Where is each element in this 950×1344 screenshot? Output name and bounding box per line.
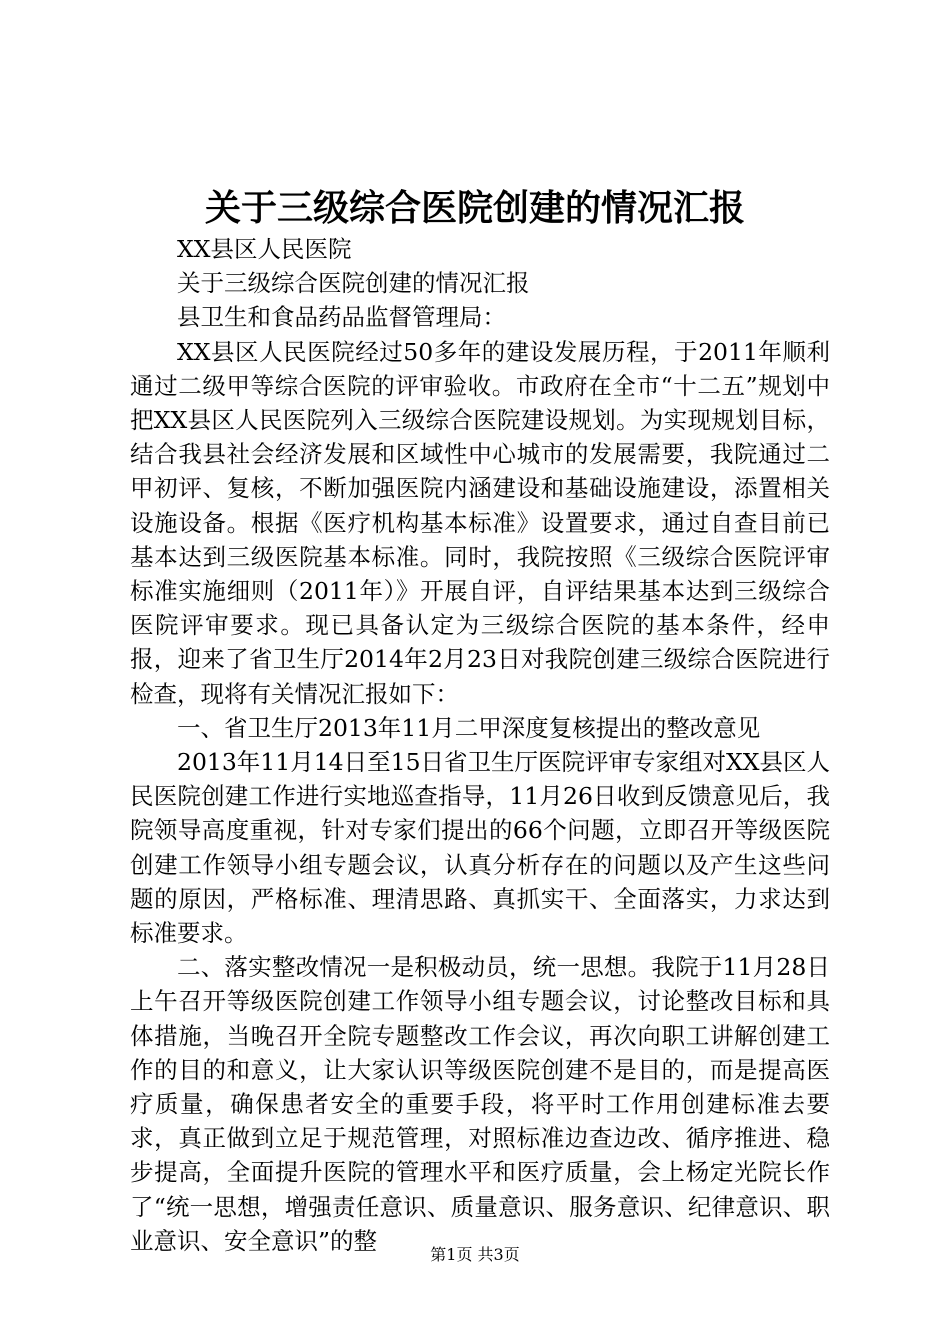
recipient-line: 县卫生和食品药品监督管理局： [177,303,506,332]
section-heading-1: 一、省卫生厅2013年11月二甲深度复核提出的整改意见 [177,713,761,742]
document-title: 关于三级综合医院创建的情况汇报 [204,187,745,229]
page-footer: 第1页 共3页 [430,1245,520,1264]
paragraph-inspection: 2013年11月14日至15日省卫生厅医院评审专家组对XX县区人民医院创建工作进行实地巡查指导，11月26日收到反馈意见后，我院领导高度重视，针对专家们提出的66个问题，立即召开等级医院创建工作领导小组专题会议，认真分析存在的问题以及产生这些问题的原因，严格标准、理清思路、真抓实干、全面落实，力求达到标准要求。 [130,748,830,948]
paragraph-rectification: 二、落实整改情况一是积极动员，统一思想。我院于11月28日上午召开等级医院创建工作领导小组专题会议，讨论整改目标和具体措施，当晚召开全院专题整改工作会议，再次向职工讲解创建工作的目的和意义，让大家认识等级医院创建不是目的，而是提高医疗质量，确保患者安全的重要手段，将平时工作用创建标准去要求，真正做到立足于规范管理，对照标准边查边改、循序推进、稳步提高，全面提升医院的管理水平和医疗质量，会上杨定光院长作了“统一思想，增强责任意识、质量意识、服务意识、纪律意识、职业意识、安全意识”的整 [130,953,830,1255]
paragraph-intro: XX县区人民医院经过50多年的建设发展历程，于2011年顺利通过二级甲等综合医院的评审验收。市政府在全市“十二五”规划中把XX县区人民医院列入三级综合医院建设规划。为实现规划目标，结合我县社会经济发展和区域性中心城市的发展需要，我院通过二甲初评、复核，不断加强医院内涵建设和基础设施建设，添置相关设施设备。根据《医疗机构基本标准》设置要求，通过自查目前已基本达到三级医院基本标准。同时，我院按照《三级综合医院评审标准实施细则（2011年）》开展自评，自评结果基本达到三级综合医院评审要求。现已具备认定为三级综合医院的基本条件，经申报，迎来了省卫生厅2014年2月23日对我院创建三级综合医院进行检查，现将有关情况汇报如下： [130,337,830,708]
document-body [130,232,830,1258]
hospital-name-line: XX县区人民医院 [177,235,352,263]
report-subtitle-line: 关于三级综合医院创建的情况汇报 [177,269,530,298]
